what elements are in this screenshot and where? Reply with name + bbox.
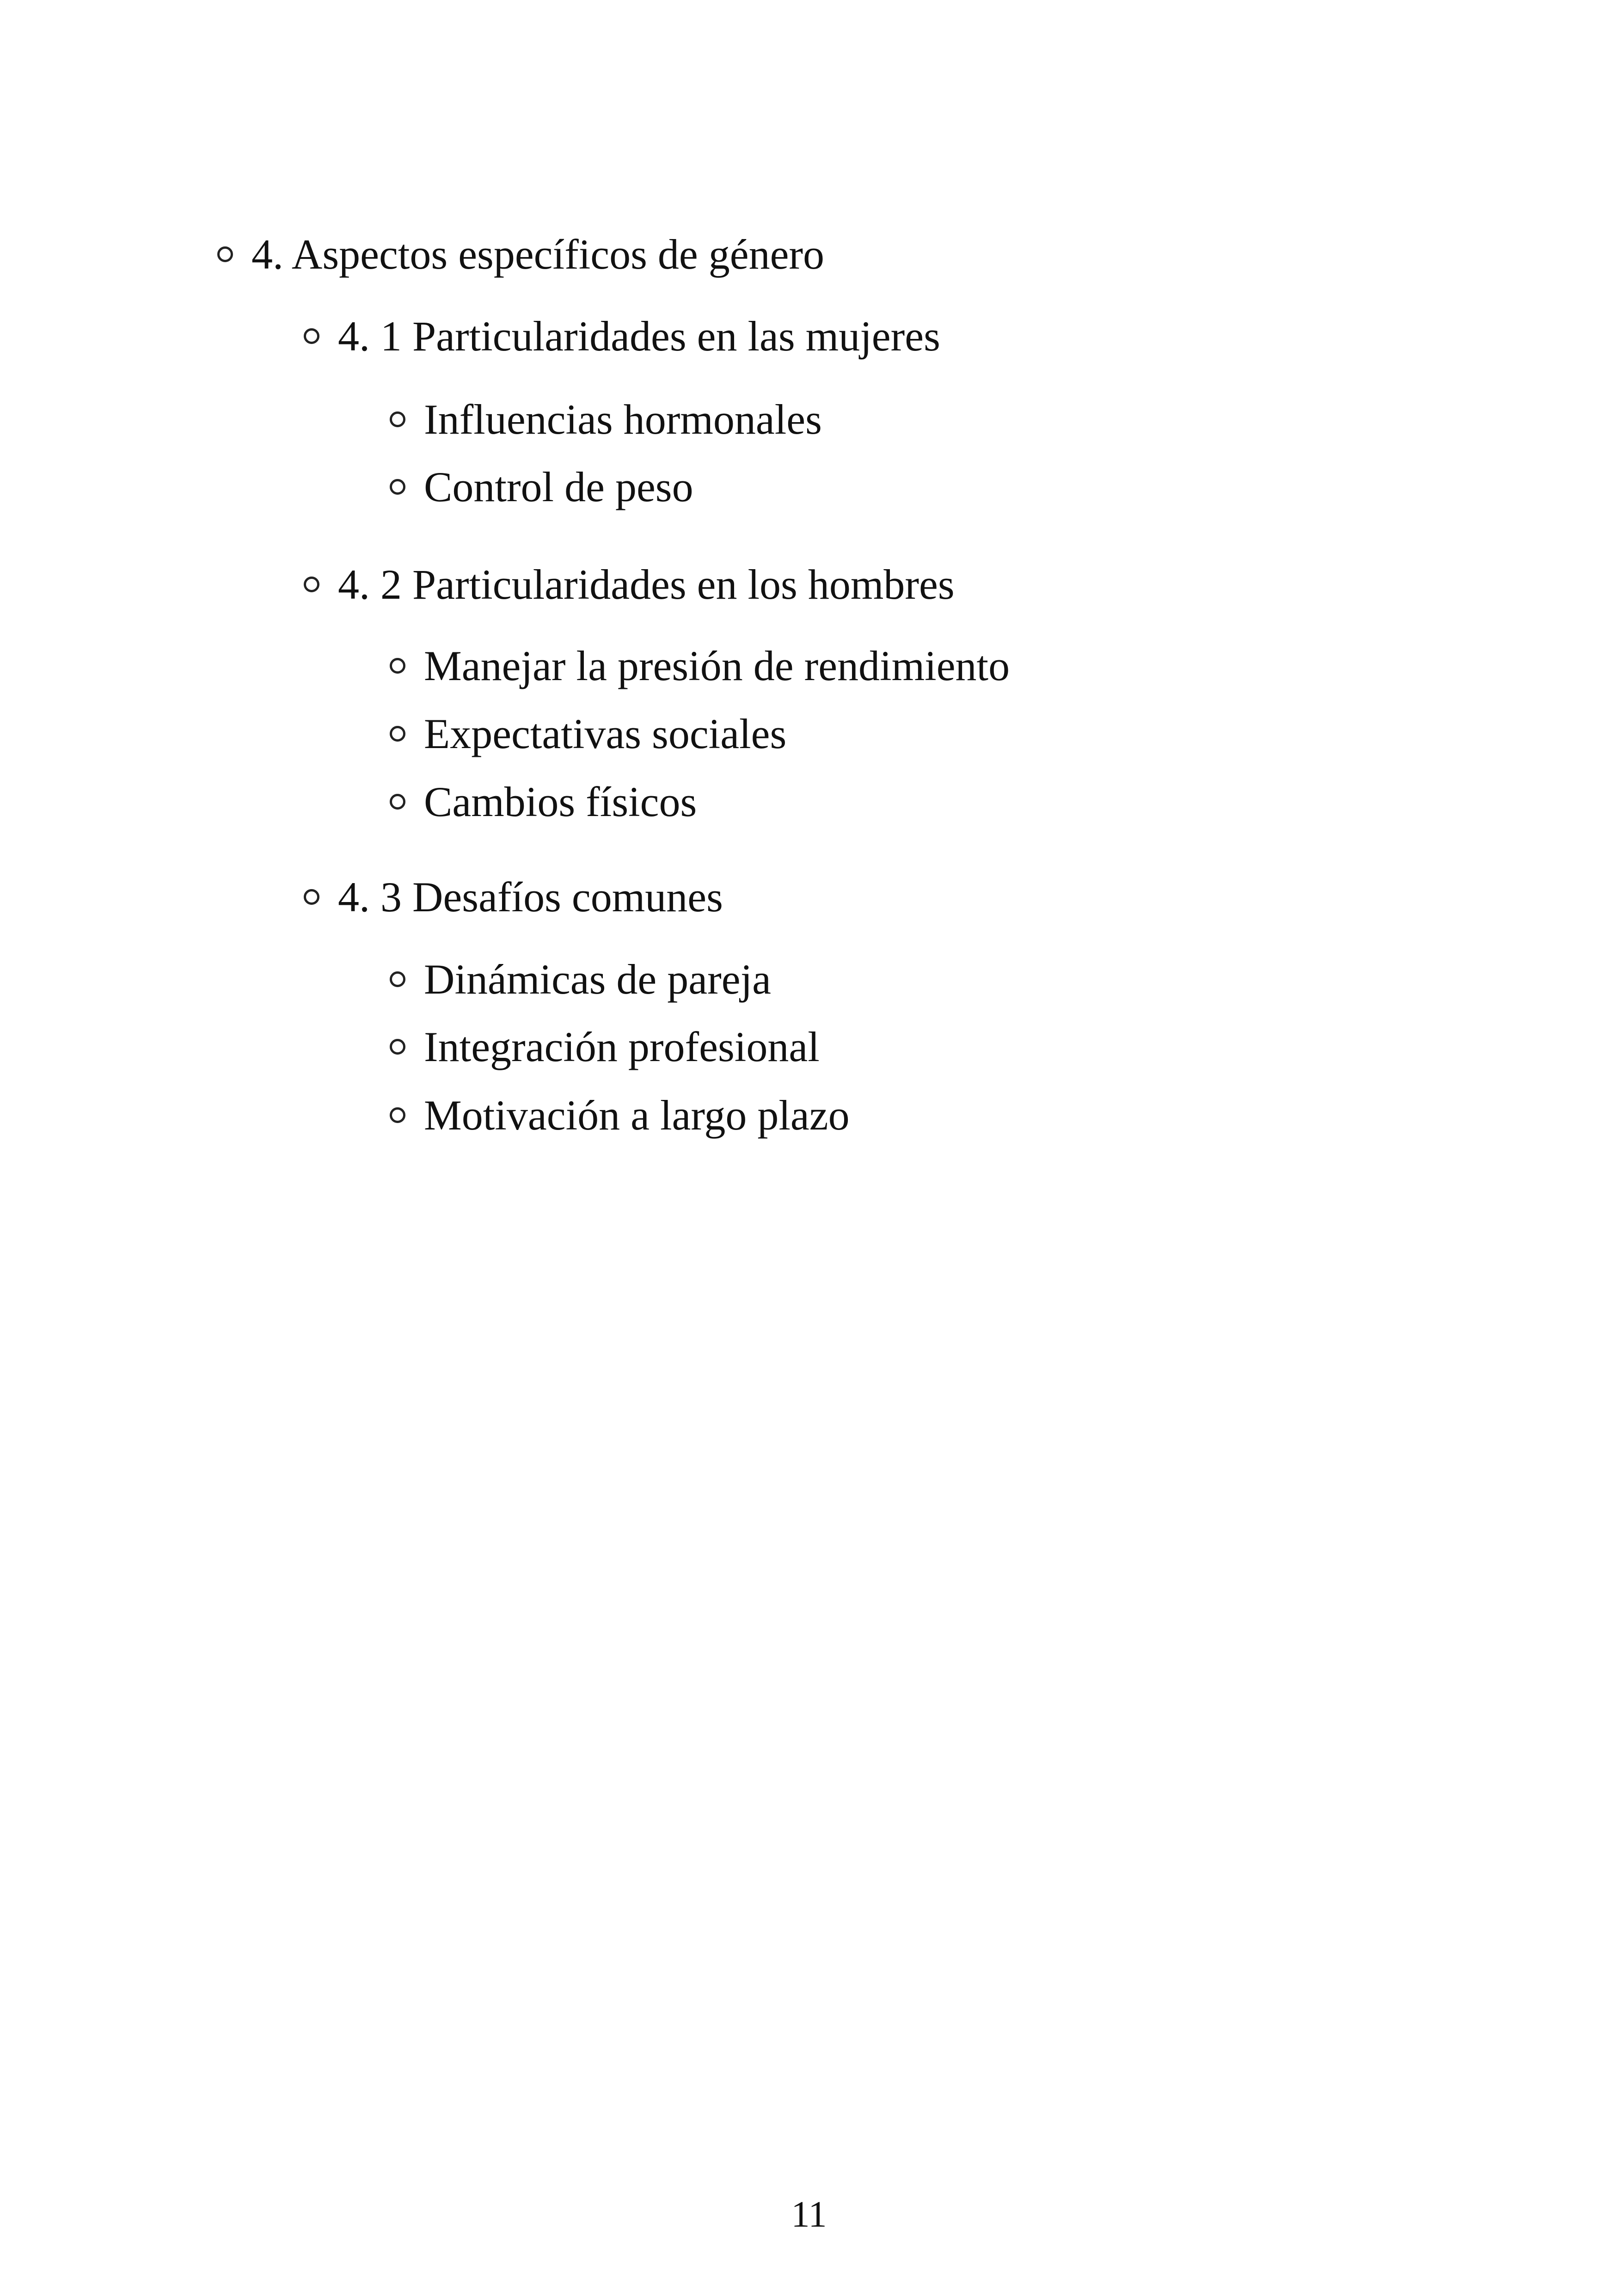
list-item <box>390 1019 820 1074</box>
list-item-label: Expectativas sociales <box>424 710 787 757</box>
subsection-heading <box>304 869 723 925</box>
section-title: 4. Aspectos específicos de género <box>251 231 825 278</box>
subsection-heading <box>304 308 940 364</box>
circle-bullet-icon <box>390 1039 405 1055</box>
subsection-title: 4. 2 Particularidades en los hombres <box>338 561 955 608</box>
circle-bullet-icon <box>304 889 319 905</box>
subsection-title: 4. 1 Particularidades en las mujeres <box>338 313 940 360</box>
list-item <box>390 459 693 515</box>
list-item <box>390 392 822 447</box>
list-item <box>390 774 697 829</box>
circle-bullet-icon <box>390 1107 405 1123</box>
list-item <box>390 638 1010 694</box>
circle-bullet-icon <box>390 971 405 987</box>
circle-bullet-icon <box>304 328 319 344</box>
page-number: 11 <box>791 2194 827 2235</box>
list-item-label: Manejar la presión de rendimiento <box>424 642 1010 689</box>
list-item <box>390 706 786 761</box>
circle-bullet-icon <box>390 658 405 674</box>
subsection-heading <box>304 557 955 612</box>
circle-bullet-icon <box>390 726 405 742</box>
circle-bullet-icon <box>217 246 233 262</box>
circle-bullet-icon <box>304 577 319 592</box>
list-item-label: Influencias hormonales <box>424 396 822 443</box>
list-item-label: Motivación a largo plazo <box>424 1092 850 1139</box>
circle-bullet-icon <box>390 411 405 427</box>
list-item-label: Control de peso <box>424 463 693 510</box>
circle-bullet-icon <box>390 794 405 810</box>
list-item <box>390 952 771 1007</box>
section-heading <box>217 227 824 282</box>
list-item-label: Integración profesional <box>424 1023 820 1070</box>
circle-bullet-icon <box>390 479 405 495</box>
subsection-title: 4. 3 Desafíos comunes <box>338 873 723 921</box>
list-item-label: Dinámicas de pareja <box>424 956 771 1003</box>
list-item-label: Cambios físicos <box>424 778 697 825</box>
list-item <box>390 1087 850 1143</box>
